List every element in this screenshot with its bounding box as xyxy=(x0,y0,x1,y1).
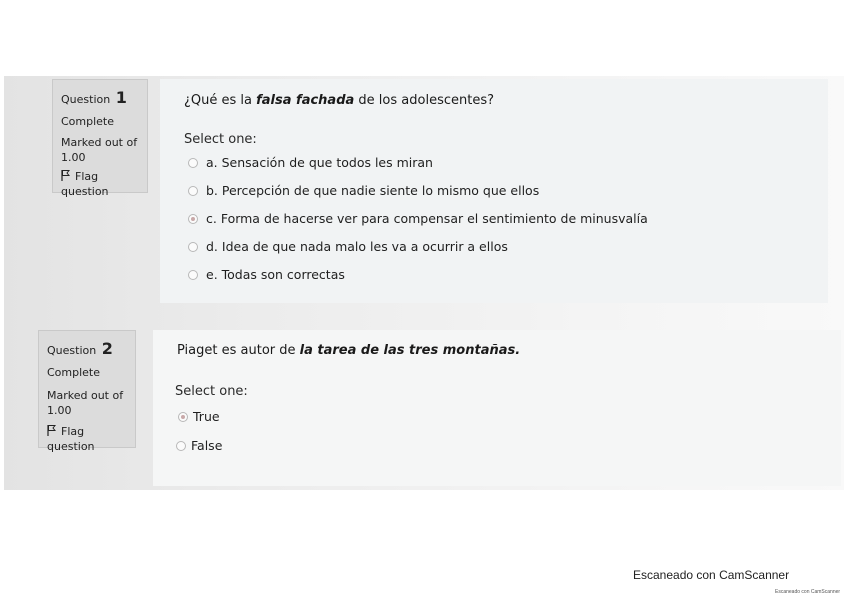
flag-icon xyxy=(47,425,56,436)
marked-out-of-value: 1.00 xyxy=(47,404,72,417)
answer-option-c[interactable]: c. Forma de hacerse ver para compensar el sentimiento de minusvalía xyxy=(188,211,648,226)
answer-option-d[interactable]: d. Idea de que nada malo les va a ocurrir a ellos xyxy=(188,239,508,254)
question-1-info xyxy=(52,79,148,198)
radio-button[interactable] xyxy=(188,242,198,252)
flag-question-link[interactable] xyxy=(47,424,135,454)
scanner-watermark: Escaneado con CamScanner xyxy=(633,568,790,582)
marked-out-of-value: 1.00 xyxy=(61,151,86,164)
question-2-info xyxy=(38,330,136,453)
answer-option-true[interactable]: True xyxy=(178,409,220,424)
question-1-content xyxy=(160,79,828,303)
question-number: 2 xyxy=(101,339,113,358)
radio-button[interactable] xyxy=(188,186,198,196)
answer-option-a[interactable]: a. Sensación de que todos les miran xyxy=(188,155,433,170)
question-2-prompt: Piaget es autor de la tarea de las tres montañas. xyxy=(177,343,521,358)
marked-out-of-label: Marked out of xyxy=(47,389,124,402)
question-state: Complete xyxy=(61,115,115,128)
scanner-watermark-small: Escaneado con CamScanner xyxy=(775,589,841,595)
answer-option-b[interactable]: b. Percepción de que nadie siente lo mismo que ellos xyxy=(188,183,539,198)
question-number: 1 xyxy=(115,88,127,107)
radio-button-selected[interactable] xyxy=(188,214,198,224)
marked-out-of-label: Marked out of xyxy=(61,136,138,149)
radio-button[interactable] xyxy=(176,441,186,451)
radio-button[interactable] xyxy=(188,158,198,168)
question-label: Question xyxy=(61,93,111,106)
radio-button[interactable] xyxy=(188,270,198,280)
question-1-prompt: ¿Qué es la falsa fachada de los adolescentes? xyxy=(184,93,494,108)
answer-option-false[interactable]: False xyxy=(176,438,222,453)
flag-question-label: Flag question xyxy=(61,170,109,198)
question-state: Complete xyxy=(47,366,101,379)
select-one-label: Select one: xyxy=(175,384,248,399)
flag-question-label: Flag question xyxy=(47,425,95,453)
question-2-content xyxy=(153,330,841,486)
select-one-label: Select one: xyxy=(184,132,257,147)
radio-button-selected[interactable] xyxy=(178,412,188,422)
question-label: Question xyxy=(47,344,97,357)
flag-icon xyxy=(61,170,70,181)
answer-option-e[interactable]: e. Todas son correctas xyxy=(188,267,345,282)
flag-question-link[interactable] xyxy=(61,169,147,199)
